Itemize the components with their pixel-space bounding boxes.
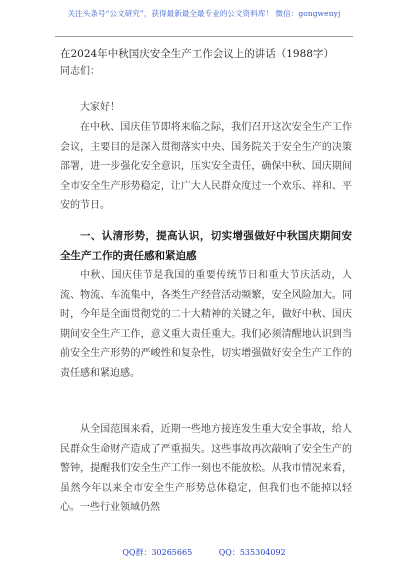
header-divider [55,36,353,37]
section-heading: 一、认清形势，提高认识，切实增强做好中秋国庆期间安全生产工作的责任感和紧迫感 [60,230,352,262]
footer-qq-group: QQ群：30265665 [122,548,193,557]
header-promo-note: 关注头条号“公文研究”，获得最新最全最专业的公文资料库！ 微信：gongwenyj [67,9,341,18]
footer-qq: QQ：535304092 [218,548,286,557]
body-paragraph: 中秋、国庆佳节是我国的重要传统节日和重大节庆活动，人流、物流、车流集中，各类生产经营活动频繁，安全风险加大。同时，今年是全面贯彻党的二十大精神的关键之年，做好中秋、国庆期间安全生产工作，意义重大责任重大。我们必须清醒地认识到当前安全生产形势的严峻性和复杂性，切实增强做好安全生产工作的责任感和紧迫感。 [60,270,352,379]
document-title: 在2024年中秋国庆安全生产工作会议上的讲话（1988字） [60,48,334,60]
greeting: 大家好！ [80,102,120,113]
body-paragraph: 从全国范围来看，近期一些地方接连发生重大安全事故，给人民群众生命财产造成了严重损失。这些事故再次敲响了安全生产的警钟，提醒我们安全生产工作一刻也不能放松。从我市情况来看，虽然今年以来全市安全生产形势总体稳定，但我们也不能掉以轻心。一些行业领域仍然 [60,424,352,514]
salutation: 同志们： [60,66,100,77]
footer-contact [0,547,408,558]
body-paragraph: 在中秋、国庆佳节即将来临之际，我们召开这次安全生产工作会议，主要目的是深入贯彻落实中央、国务院关于安全生产的决策部署，进一步强化安全意识，压实安全责任，确保中秋、国庆期间全市安全生产形势稳定，让广大人民群众度过一个欢乐、祥和、平安的节日。 [60,122,352,212]
